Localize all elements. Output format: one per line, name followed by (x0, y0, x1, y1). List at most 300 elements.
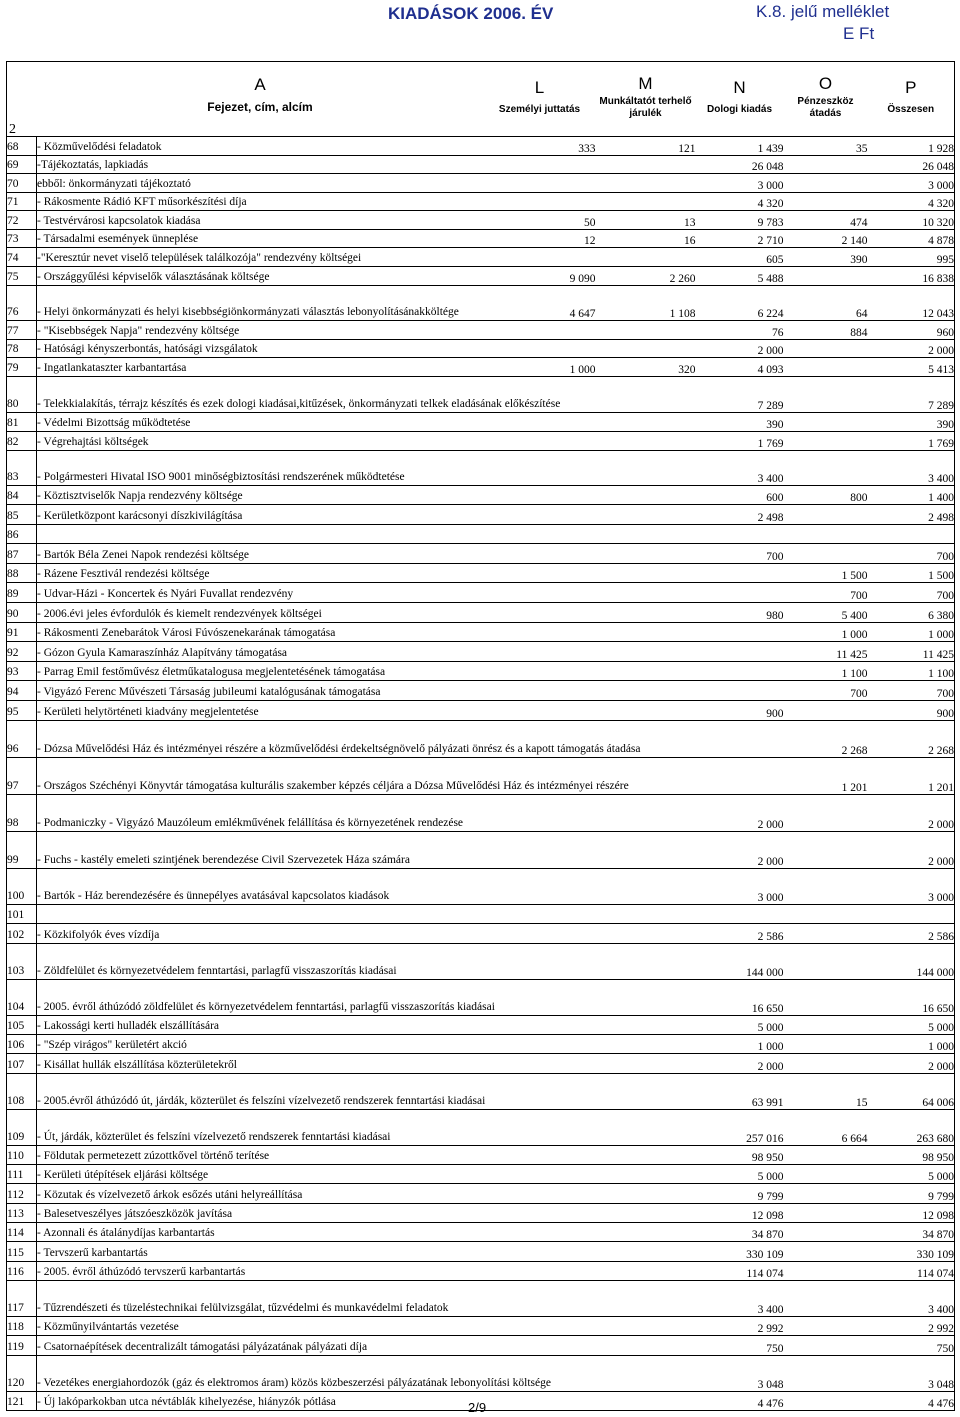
cell-total: 1 769 (868, 432, 955, 451)
cell-total: 4 878 (868, 230, 955, 248)
cell-transfer (784, 413, 868, 432)
row-number: 113 (7, 1204, 37, 1223)
table-row (7, 1035, 955, 1054)
row-description: - Út, járdák, közterület és felszíni vízelvezető rendszerek fenntartási kiadásai (37, 1110, 484, 1146)
table-row (7, 377, 955, 413)
row-number: 108 (7, 1074, 37, 1110)
cell-personal (484, 193, 596, 211)
row-description: - Dózsa Művelődési Ház és intézményei részére a közművelődési érdekeltségnövelő pályázati önrész és a kapott támogatás átadása (37, 721, 484, 758)
cell-total: 700 (868, 544, 955, 564)
cell-total: 2 586 (868, 924, 955, 944)
cell-contribution (596, 623, 696, 642)
cell-contribution (596, 1317, 696, 1336)
cell-personal (484, 681, 596, 701)
cell-contribution (596, 525, 696, 544)
column-letter-o: O (818, 74, 833, 93)
table-row (7, 267, 955, 286)
table-row (7, 869, 955, 905)
cell-personal (484, 701, 596, 721)
row-description: - Társadalmi események ünneplése (37, 230, 484, 248)
header-p (868, 62, 955, 137)
cell-material: 2 000 (696, 340, 784, 358)
row-number: 82 (7, 432, 37, 451)
cell-contribution (596, 1016, 696, 1035)
row-number: 118 (7, 1317, 37, 1336)
header-desc-label: Fejezet, cím, alcím (207, 100, 313, 114)
cell-personal (484, 1054, 596, 1074)
row-description: - Kisállat hullák elszállítása közterületekről (37, 1054, 484, 1074)
cell-transfer (784, 1184, 868, 1204)
cell-personal (484, 1035, 596, 1054)
row-number: 106 (7, 1035, 37, 1054)
cell-personal (484, 248, 596, 267)
cell-material: 4 476 (696, 1392, 784, 1411)
cell-contribution (596, 1035, 696, 1054)
cell-material: 4 093 (696, 358, 784, 377)
cell-total: 3 048 (868, 1356, 955, 1392)
cell-total: 3 400 (868, 1281, 955, 1317)
unit-label: E Ft (843, 24, 875, 43)
cell-transfer (784, 1054, 868, 1074)
cell-transfer (784, 1317, 868, 1336)
cell-personal (484, 432, 596, 451)
row-description: - Helyi önkormányzati és helyi kisebbségiönkormányzati választás lebonyolításánakköltége (37, 286, 484, 321)
cell-material: 600 (696, 486, 784, 505)
cell-personal (484, 413, 596, 432)
column-letter-a: A (254, 75, 266, 94)
row-number: 69 (7, 156, 37, 174)
cell-contribution (596, 1336, 696, 1356)
cell-transfer: 2 268 (784, 721, 868, 758)
cell-personal (484, 451, 596, 486)
table-row (7, 230, 955, 248)
cell-material: 6 224 (696, 286, 784, 321)
cell-material: 16 650 (696, 980, 784, 1016)
cell-total: 2 000 (868, 832, 955, 869)
row-description: - Testvérvárosi kapcsolatok kiadása (37, 211, 484, 230)
cell-material (696, 642, 784, 662)
row-description: - Közműnyilvántartás vezetése (37, 1317, 484, 1336)
header-l-label: Személyi juttatás (498, 104, 581, 115)
table-row (7, 248, 955, 267)
cell-material: 3 400 (696, 451, 784, 486)
row-description: - Kerületi helytörténeti kiadvány megjelentetése (37, 701, 484, 721)
cell-personal (484, 340, 596, 358)
cell-material: 1 769 (696, 432, 784, 451)
cell-personal (484, 505, 596, 525)
row-description: - Lakossági kerti hulladék elszállítására (37, 1016, 484, 1035)
cell-contribution (596, 662, 696, 681)
cell-transfer (784, 174, 868, 193)
row-number: 80 (7, 377, 37, 413)
cell-transfer (784, 1336, 868, 1356)
row-description: - Parrag Emil festőművész életműkatalogusa megjelentetésének támogatása (37, 662, 484, 681)
row-description: - Köztisztviselők Napja rendezvény költsége (37, 486, 484, 505)
row-number: 92 (7, 642, 37, 662)
cell-transfer (784, 432, 868, 451)
cell-contribution (596, 340, 696, 358)
table-row (7, 211, 955, 230)
cell-total: 1 201 (868, 758, 955, 795)
table-row (7, 1242, 955, 1262)
cell-total: 144 000 (868, 944, 955, 980)
cell-personal (484, 1336, 596, 1356)
cell-personal (484, 174, 596, 193)
page-number: 2/9 (468, 1400, 487, 1415)
cell-transfer (784, 156, 868, 174)
row-number: 94 (7, 681, 37, 701)
column-header-row (7, 62, 955, 137)
row-number: 116 (7, 1262, 37, 1281)
cell-transfer: 6 664 (784, 1110, 868, 1146)
cell-total: 5 000 (868, 1016, 955, 1035)
table-row (7, 1204, 955, 1223)
cell-personal (484, 321, 596, 340)
cell-transfer: 1 000 (784, 623, 868, 642)
row-number: 86 (7, 525, 37, 544)
cell-contribution (596, 1204, 696, 1223)
cell-transfer: 2 140 (784, 230, 868, 248)
table-row (7, 1110, 955, 1146)
cell-transfer: 64 (784, 286, 868, 321)
cell-contribution (596, 1281, 696, 1317)
table-row (7, 623, 955, 642)
cell-personal (484, 980, 596, 1016)
row-description: - 2005.évről áthúzódó út, járdák, közterület és felszíni vízelvezető rendszerek fenntartási kiadásai (37, 1074, 484, 1110)
row-description: - Vezetékes energiahordozók (gáz és elektromos áram) közös közbeszerzési pályázatának lebonyolítási költsége (37, 1356, 484, 1392)
cell-contribution (596, 377, 696, 413)
cell-contribution (596, 544, 696, 564)
row-number: 111 (7, 1165, 37, 1184)
row-number: 96 (7, 721, 37, 758)
row-description: - Tűzrendészeti és tüzeléstechnikai felülvizsgálat, tűzvédelmi és munkavédelmi feladatok (37, 1281, 484, 1317)
cell-transfer (784, 1146, 868, 1165)
row-number: 117 (7, 1281, 37, 1317)
table-row (7, 1016, 955, 1035)
cell-material: 3 000 (696, 174, 784, 193)
cell-transfer (784, 544, 868, 564)
header-p-label: Összesen (887, 104, 935, 115)
cell-material: 3 048 (696, 1356, 784, 1392)
row-description: - Rákosmenti Zenebarátok Városi Fúvószenekarának támogatása (37, 623, 484, 642)
cell-total: 5 413 (868, 358, 955, 377)
row-number: 68 (7, 137, 37, 156)
row-number: 98 (7, 795, 37, 832)
cell-total: 11 425 (868, 642, 955, 662)
cell-personal (484, 486, 596, 505)
column-letter-l: L (534, 78, 545, 97)
cell-total: 3 000 (868, 174, 955, 193)
cell-total: 26 048 (868, 156, 955, 174)
row-description: - "Kisebbségek Napja" rendezvény költsége (37, 321, 484, 340)
row-number: 85 (7, 505, 37, 525)
row-number: 107 (7, 1054, 37, 1074)
table-row (7, 1184, 955, 1204)
row-number: 83 (7, 451, 37, 486)
header-o (784, 62, 868, 137)
row-description: - Közutak és vízelvezető árkok esőzés utáni helyreállítása (37, 1184, 484, 1204)
cell-personal (484, 583, 596, 603)
cell-contribution (596, 248, 696, 267)
cell-total: 6 380 (868, 603, 955, 623)
cell-personal (484, 905, 596, 924)
cell-material: 5 000 (696, 1016, 784, 1035)
row-number: 115 (7, 1242, 37, 1262)
row-description: - Balesetveszélyes játszóeszközök javítása (37, 1204, 484, 1223)
table-row (7, 1165, 955, 1184)
header-m (596, 62, 696, 137)
table-row (7, 525, 955, 544)
cell-transfer: 474 (784, 211, 868, 230)
table-row (7, 758, 955, 795)
header-l (484, 62, 596, 137)
cell-material (696, 721, 784, 758)
cell-contribution: 13 (596, 211, 696, 230)
row-number: 100 (7, 869, 37, 905)
table-row (7, 340, 955, 358)
table-row (7, 832, 955, 869)
cell-contribution (596, 583, 696, 603)
cell-material: 2 498 (696, 505, 784, 525)
cell-total: 1 928 (868, 137, 955, 156)
cell-transfer: 884 (784, 321, 868, 340)
cell-transfer (784, 1035, 868, 1054)
cell-contribution (596, 451, 696, 486)
cell-material: 2 000 (696, 795, 784, 832)
row-number: 93 (7, 662, 37, 681)
row-description: - Csatornaépítések decentralizált támogatási pályázatának pályázati díja (37, 1336, 484, 1356)
row-number: 88 (7, 564, 37, 583)
table-row (7, 944, 955, 980)
table-row (7, 662, 955, 681)
table-row (7, 642, 955, 662)
row-description: - Vigyázó Ferenc Művészeti Társaság jubileumi katalógusának támogatása (37, 681, 484, 701)
cell-total: 34 870 (868, 1223, 955, 1242)
cell-contribution (596, 1054, 696, 1074)
cell-total: 2 000 (868, 340, 955, 358)
row-number: 119 (7, 1336, 37, 1356)
row-description: - Közművelődési feladatok (37, 137, 484, 156)
cell-contribution (596, 505, 696, 525)
cell-contribution (596, 156, 696, 174)
cell-transfer: 390 (784, 248, 868, 267)
cell-personal: 4 647 (484, 286, 596, 321)
row-number: 71 (7, 193, 37, 211)
expenditure-table (6, 61, 955, 1411)
cell-contribution (596, 681, 696, 701)
table-row (7, 1336, 955, 1356)
row-description: - Azonnali és átalánydíjas karbantartás (37, 1223, 484, 1242)
cell-contribution (596, 432, 696, 451)
cell-material (696, 662, 784, 681)
cell-transfer: 11 425 (784, 642, 868, 662)
cell-material: 980 (696, 603, 784, 623)
cell-total: 3 000 (868, 869, 955, 905)
cell-material: 3 000 (696, 869, 784, 905)
cell-personal: 1 000 (484, 358, 596, 377)
cell-material: 390 (696, 413, 784, 432)
row-description: - 2005. évről áthúzódó zöldfelület és környezetvédelem fenntartási, parlagfű visszaszorítás kiadásai (37, 980, 484, 1016)
annex-label: K.8. jelű melléklet (756, 2, 890, 21)
cell-transfer (784, 340, 868, 358)
row-number: 103 (7, 944, 37, 980)
cell-material: 9 783 (696, 211, 784, 230)
cell-material: 26 048 (696, 156, 784, 174)
row-number: 112 (7, 1184, 37, 1204)
cell-total: 3 400 (868, 451, 955, 486)
row-description: - Országgyűlési képviselők választásának költsége (37, 267, 484, 286)
cell-personal (484, 564, 596, 583)
row-number: 97 (7, 758, 37, 795)
cell-transfer (784, 1165, 868, 1184)
cell-transfer (784, 1204, 868, 1223)
cell-personal: 333 (484, 137, 596, 156)
cell-contribution (596, 1392, 696, 1411)
cell-transfer: 800 (784, 486, 868, 505)
row-description: - Fuchs - kastély emeleti szintjének berendezése Civil Szervezetek Háza számára (37, 832, 484, 869)
row-number: 89 (7, 583, 37, 603)
row-description: - Ingatlankataszter karbantartása (37, 358, 484, 377)
table-row (7, 583, 955, 603)
row-number: 95 (7, 701, 37, 721)
cell-material: 5 488 (696, 267, 784, 286)
table-row (7, 486, 955, 505)
cell-transfer (784, 944, 868, 980)
cell-total: 16 838 (868, 267, 955, 286)
cell-total: 390 (868, 413, 955, 432)
cell-material: 2 000 (696, 1054, 784, 1074)
row-number: 76 (7, 286, 37, 321)
cell-transfer (784, 1262, 868, 1281)
cell-total: 2 000 (868, 1054, 955, 1074)
cell-total: 1 400 (868, 486, 955, 505)
cell-material: 5 000 (696, 1165, 784, 1184)
row-number: 74 (7, 248, 37, 267)
row-number: 104 (7, 980, 37, 1016)
cell-personal (484, 1317, 596, 1336)
cell-personal (484, 944, 596, 980)
cell-material: 114 074 (696, 1262, 784, 1281)
cell-total: 1 000 (868, 623, 955, 642)
cell-contribution (596, 924, 696, 944)
cell-contribution: 2 260 (596, 267, 696, 286)
row-number: 90 (7, 603, 37, 623)
cell-transfer: 700 (784, 681, 868, 701)
cell-transfer: 1 201 (784, 758, 868, 795)
table-row (7, 193, 955, 211)
cell-contribution (596, 321, 696, 340)
cell-personal (484, 662, 596, 681)
cell-total: 10 320 (868, 211, 955, 230)
row-description: - Végrehajtási költségek (37, 432, 484, 451)
row-description (37, 525, 484, 544)
table-row (7, 603, 955, 623)
row-number: 79 (7, 358, 37, 377)
table-row (7, 701, 955, 721)
cell-contribution (596, 603, 696, 623)
cell-total: 995 (868, 248, 955, 267)
table-row (7, 1054, 955, 1074)
cell-material (696, 623, 784, 642)
table-row (7, 924, 955, 944)
row-description: - Kerületközpont karácsonyi díszkivilágítása (37, 505, 484, 525)
cell-transfer (784, 267, 868, 286)
table-row (7, 505, 955, 525)
cell-transfer (784, 451, 868, 486)
row-number: 120 (7, 1356, 37, 1392)
row-number: 121 (7, 1392, 37, 1411)
cell-total: 1 000 (868, 1035, 955, 1054)
cell-material: 12 098 (696, 1204, 784, 1223)
row-description (37, 905, 484, 924)
cell-transfer (784, 924, 868, 944)
cell-transfer: 15 (784, 1074, 868, 1110)
column-letter-m: M (638, 74, 653, 93)
cell-personal (484, 1184, 596, 1204)
table-row (7, 1356, 955, 1392)
cell-contribution: 1 108 (596, 286, 696, 321)
cell-material: 2 992 (696, 1317, 784, 1336)
row-number: 87 (7, 544, 37, 564)
row-number: 70 (7, 174, 37, 193)
cell-personal (484, 1204, 596, 1223)
cell-total: 2 498 (868, 505, 955, 525)
cell-personal (484, 156, 596, 174)
cell-transfer: 1 500 (784, 564, 868, 583)
cell-transfer (784, 905, 868, 924)
row-description: -"Keresztúr nevet viselő települések találkozója" rendezvény költségei (37, 248, 484, 267)
cell-personal (484, 869, 596, 905)
cell-personal: 50 (484, 211, 596, 230)
cell-contribution (596, 1356, 696, 1392)
row-number: 105 (7, 1016, 37, 1035)
cell-material: 4 320 (696, 193, 784, 211)
row-number: 78 (7, 340, 37, 358)
cell-contribution (596, 980, 696, 1016)
cell-material: 330 109 (696, 1242, 784, 1262)
header-n (696, 62, 784, 137)
cell-contribution (596, 944, 696, 980)
table-row (7, 544, 955, 564)
cell-personal (484, 795, 596, 832)
cell-total: 16 650 (868, 980, 955, 1016)
table-row (7, 980, 955, 1016)
cell-transfer (784, 980, 868, 1016)
row-number: 75 (7, 267, 37, 286)
cell-material: 2 586 (696, 924, 784, 944)
cell-material: 605 (696, 248, 784, 267)
cell-contribution: 320 (596, 358, 696, 377)
cell-transfer (784, 701, 868, 721)
cell-personal (484, 1016, 596, 1035)
table-row (7, 286, 955, 321)
row-description: - Bartók - Ház berendezésére és ünnepélyes avatásával kapcsolatos kiadások (37, 869, 484, 905)
cell-transfer: 700 (784, 583, 868, 603)
cell-material: 9 799 (696, 1184, 784, 1204)
cell-transfer: 1 100 (784, 662, 868, 681)
cell-contribution (596, 1146, 696, 1165)
cell-material: 700 (696, 544, 784, 564)
cell-contribution (596, 905, 696, 924)
row-number: 109 (7, 1110, 37, 1146)
cell-total: 12 043 (868, 286, 955, 321)
cell-material: 750 (696, 1336, 784, 1356)
column-letter-p: P (905, 78, 917, 97)
cell-contribution (596, 564, 696, 583)
cell-total: 750 (868, 1336, 955, 1356)
cell-transfer (784, 193, 868, 211)
cell-contribution (596, 1262, 696, 1281)
